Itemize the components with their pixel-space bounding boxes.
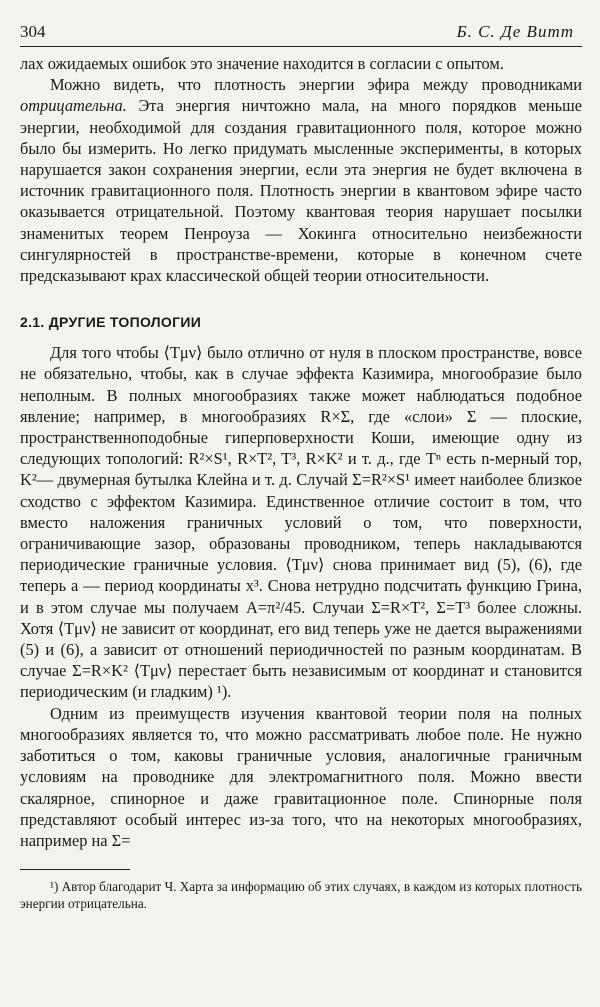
paragraph-text: Эта энергия ничтожно мала, на много порядков меньше энергии, необходимой для создания гравитационного поля, которое можно было бы измерить. Но легко придумать мысленные эксперименты, в которых нарушается закон сохранения энергии, если эта энергия не будет включена в источник гравитационного поля. Плотность энергии в квантовом эфире часто оказывается отрицательной. Поэтому квантовая теория нарушает посылки знаменитых теорем Пенроуза — Хокинга относительно неизбежности сингулярностей в пространстве-времени, которые в конечном счете предсказывают крах классической общей теории относительности. bbox=[20, 96, 582, 286]
paragraph-negative-energy bbox=[20, 74, 582, 286]
body-text bbox=[20, 53, 582, 912]
emphasis-text: отрицательна. bbox=[20, 96, 127, 116]
footnote: ¹) Автор благодарит Ч. Харта за информацию об этих случаях, в каждом из которых плотность энергии отрицательна. bbox=[20, 879, 582, 912]
running-head bbox=[20, 22, 582, 47]
running-head-author: Б. С. Де Витт bbox=[456, 22, 574, 41]
page-number: 304 bbox=[20, 22, 46, 41]
paragraph-topologies: Для того чтобы ⟨Tμν⟩ было отлично от нуля в плоском пространстве, вовсе не обязательно, чтобы, как в случае эффекта Казимира, многообразие было неполным. В полных многообразиях также может наблюдаться подобное явление; например, в многообразиях R×Σ, где «слои» Σ — плоские, пространственноподобные гиперповерхности Коши, имеющие одну из следующих топологий: R²×S¹, R×T², T³, R×K² и т. д., где Tⁿ есть n-мерный тор, K²— двумерная бутылка Клейна и т. д. Случай Σ=R²×S¹ имеет наиболее близкое сходство с эффектом Казимира. Единственное отличие состоит в том, что вместо наложения граничных условий о том, что поверхности, ограничивающие зазор, образованы проводником, теперь накладываются периодические граничные условия. ⟨Tμν⟩ снова принимает вид (5), (6), где теперь a — период координаты x³. Снова нетрудно подсчитать функцию Грина, и в этом случае мы получаем A=π²/45. Случаи Σ=R×T², Σ=T³ более сложны. Хотя ⟨Tμν⟩ не зависит от координат, его вид теперь уже не дается выражениями (5) и (6), а зависит от отношений периодичностей по разным координатам. В случае Σ=R×K² ⟨Tμν⟩ перестает быть независимым от координат и становится периодическим (и гладким) ¹). bbox=[20, 343, 582, 702]
paragraph-continuation: лах ожидаемых ошибок это значение находится в согласии с опытом. bbox=[20, 54, 504, 73]
paragraph-complete-manifolds: Одним из преимуществ изучения квантовой теории поля на полных многообразиях является то, что можно рассматривать любое поле. Не нужно заботиться о том, каковы граничные условия, аналогичные граничным условиям на проводнике для электромагнитного поля. Можно ввести скалярное, спинорное и даже гравитационное поле. Спинорные поля представляют особый интерес из-за того, что на некоторых многообразиях, например на Σ= bbox=[20, 703, 582, 850]
paragraph-text: Можно видеть, что плотность энергии эфира между проводниками bbox=[50, 75, 582, 95]
section-heading: 2.1. ДРУГИЕ ТОПОЛОГИИ bbox=[20, 314, 202, 331]
footnote-divider bbox=[20, 869, 130, 870]
